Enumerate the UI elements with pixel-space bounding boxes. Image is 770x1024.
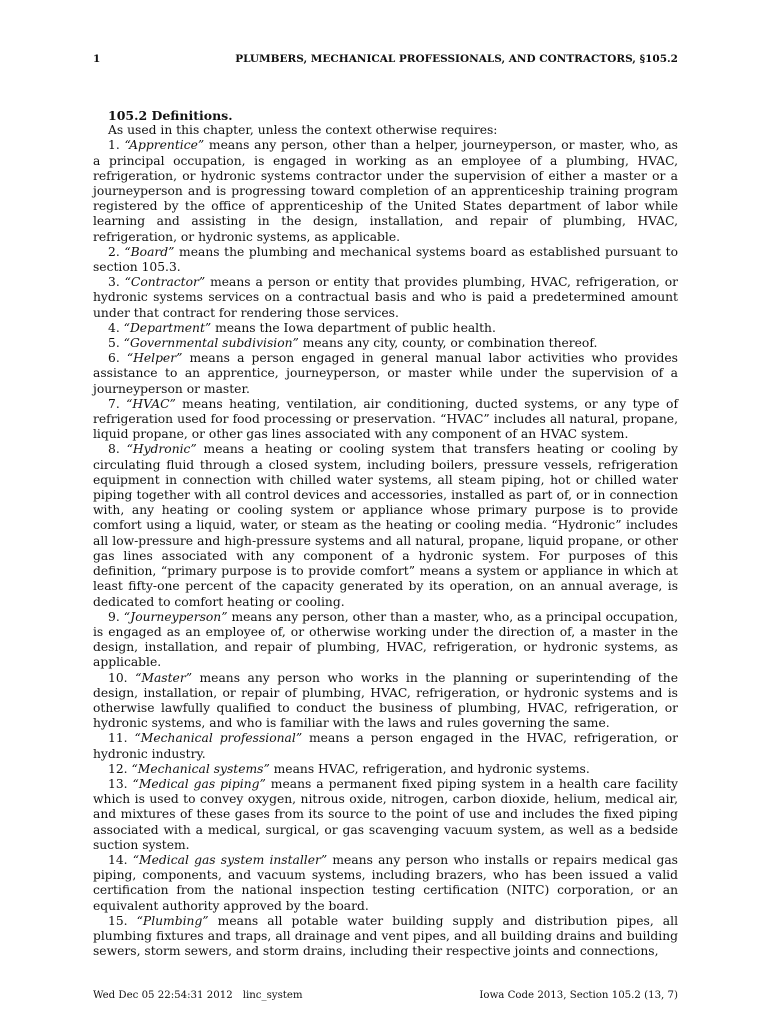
definition-text: means a person engaged in general manual labor activities who provides assistance to an apprentice, journeyperson, or master while under the supervision of a journeyperson or master. — [93, 351, 678, 396]
definition-item — [93, 321, 678, 336]
definition-term: “Mechanical professional” — [134, 731, 303, 746]
definition-item — [93, 442, 678, 609]
definition-term: “Apprentice” — [124, 138, 205, 153]
definition-text: means any person who works in the planning or superintending of the design, installation, or repair of plumbing, HVAC, refrigeration, or hydronic systems and is otherwise lawfully qualified to conduct the business of plumbing, HVAC, refrigeration, or hydronic systems, and who is familiar with the laws and rules governing the same. — [93, 670, 678, 731]
running-head: PLUMBERS, MECHANICAL PROFESSIONALS, AND CONTRACTORS, §105.2 — [235, 53, 678, 65]
definition-number: 4. — [108, 320, 120, 335]
definition-term: “Helper” — [126, 351, 183, 366]
definition-term: “Department” — [123, 320, 212, 335]
page-footer — [93, 990, 678, 1004]
section-heading: 105.2 Definitions. — [108, 108, 233, 123]
definition-item — [93, 914, 678, 960]
definition-term: “Board” — [124, 244, 175, 259]
definition-text: means a person or entity that provides plumbing, HVAC, refrigeration, or hydronic systems services on a contractual basis and who is paid a predetermined amount under that contract for rendering those services. — [93, 275, 678, 320]
definition-item — [93, 351, 678, 397]
definition-number: 13. — [108, 776, 128, 791]
definition-term: “Mechanical systems” — [131, 761, 270, 776]
definition-term: “Plumbing” — [136, 913, 209, 928]
definition-text: means HVAC, refrigeration, and hydronic systems. — [269, 761, 590, 776]
footer-system: linc_system — [242, 990, 303, 1001]
page-number: 1 — [93, 53, 101, 65]
definition-number: 2. — [108, 244, 120, 259]
definition-item — [93, 671, 678, 732]
footer-left — [93, 990, 303, 1001]
definition-text: means heating, ventilation, air conditioning, ducted systems, or any type of refrigeration used for food processing or preservation. “HVAC” includes all natural, propane, liquid propane, or other gas lines associated with any component of an HVAC system. — [93, 396, 678, 442]
definition-item — [93, 777, 678, 853]
definition-number: 11. — [108, 731, 128, 746]
definition-term: “Governmental subdivision” — [123, 336, 299, 351]
definition-number: 6. — [108, 351, 120, 366]
document-body — [93, 108, 678, 959]
definition-number: 14. — [108, 852, 128, 867]
definition-item — [93, 397, 678, 443]
section-intro: As used in this chapter, unless the context otherwise requires: — [108, 123, 498, 138]
definition-text: means any person who installs or repairs medical gas piping, components, and vacuum systems, including brazers, who has been issued a valid certification from the national inspection testing certification (NITC) corporation, or an equivalent authority approved by the board. — [93, 852, 678, 913]
definition-number: 9. — [108, 609, 120, 624]
definition-text: means a permanent fixed piping system in a health care facility which is used to convey oxygen, nitrous oxide, nitrogen, carbon dioxide, helium, medical air, and mixtures of these gases from its source to the point of use and includes the fixed piping associated with a medical, surgical, or gas scavenging vacuum system, as well as a bedside suction system. — [93, 776, 678, 852]
definition-number: 1. — [108, 138, 120, 153]
definition-text: means a person engaged in the HVAC, refrigeration, or hydronic industry. — [93, 731, 678, 761]
definition-term: “Master” — [135, 670, 192, 685]
definition-item — [93, 762, 678, 777]
definition-item — [93, 336, 678, 351]
definition-term: “Medical gas piping” — [132, 776, 266, 791]
definition-text: means a heating or cooling system that transfers heating or cooling by circulating fluid through a closed system, including boilers, pressure vessels, refrigeration equipment in connection with chilled water systems, all steam piping, hot or chilled water piping together with all control devices and accessories, installed as part of, or in connection with, any heating or cooling system or appliance whose primary purpose is to provide comfort using a liquid, water, or steam as the heating or cooling media. “Hydronic” includes all low-pressure and high-pressure systems and all natural, propane, liquid propane, or other gas lines associated with any component of a hydronic system. For purposes of this definition, “primary purpose is to provide comfort” means a system or appliance in which at least fifty-one percent of the capacity generated by its operation, on an annual average, is dedicated to comfort heating or cooling. — [93, 442, 678, 609]
definition-number: 3. — [108, 275, 120, 290]
definition-number: 10. — [108, 670, 128, 685]
definition-term: “Contractor” — [124, 275, 206, 290]
definition-item — [93, 245, 678, 275]
definitions-list — [93, 138, 678, 959]
definition-number: 7. — [108, 396, 120, 411]
definition-number: 15. — [108, 913, 128, 928]
definition-number: 5. — [108, 336, 120, 351]
definition-text: means the Iowa department of public health. — [211, 320, 496, 335]
definition-item — [93, 138, 678, 244]
definition-term: “HVAC” — [126, 396, 176, 411]
definition-item — [93, 853, 678, 914]
page-header — [93, 53, 678, 69]
definition-number: 8. — [108, 442, 120, 457]
definition-text: means any person, other than a master, who, as a principal occupation, is engaged as an employee of, or otherwise working under the direction of, a master in the design, installation, and repair of plumbing, HVAC, refrigeration, or hydronic systems, as applicable. — [93, 609, 678, 670]
definition-number: 12. — [108, 761, 128, 776]
footer-citation: Iowa Code 2013, Section 105.2 (13, 7) — [479, 990, 678, 1001]
definition-text: means all potable water building supply and distribution pipes, all plumbing fixtures and traps, all drainage and vent pipes, and all building drains and building sewers, storm sewers, and storm drains, including their respective joints and connections, — [93, 913, 678, 959]
definition-text: means any person, other than a helper, journeyperson, or master, who, as a principal occupation, is engaged in working as an employee of a plumbing, HVAC, refrigeration, or hydronic systems contractor under the supervision of either a master or a journeyperson and is progressing toward completion of an apprenticeship training program registered by the office of apprenticeship of the United States department of labor while learning and assisting in the design, installation, and repair of plumbing, HVAC, refrigeration, or hydronic systems, as applicable. — [93, 138, 678, 244]
footer-timestamp: Wed Dec 05 22:54:31 2012 — [93, 990, 233, 1001]
definition-item — [93, 610, 678, 671]
definition-text: means the plumbing and mechanical systems board as established pursuant to section 105.3. — [93, 244, 678, 275]
definition-term: “Journeyperson” — [123, 609, 228, 624]
definition-term: “Hydronic” — [126, 442, 197, 457]
definition-text: means any city, county, or combination thereof. — [298, 336, 598, 351]
definition-item — [93, 275, 678, 321]
definition-item — [93, 731, 678, 761]
definition-term: “Medical gas system installer” — [132, 852, 328, 867]
